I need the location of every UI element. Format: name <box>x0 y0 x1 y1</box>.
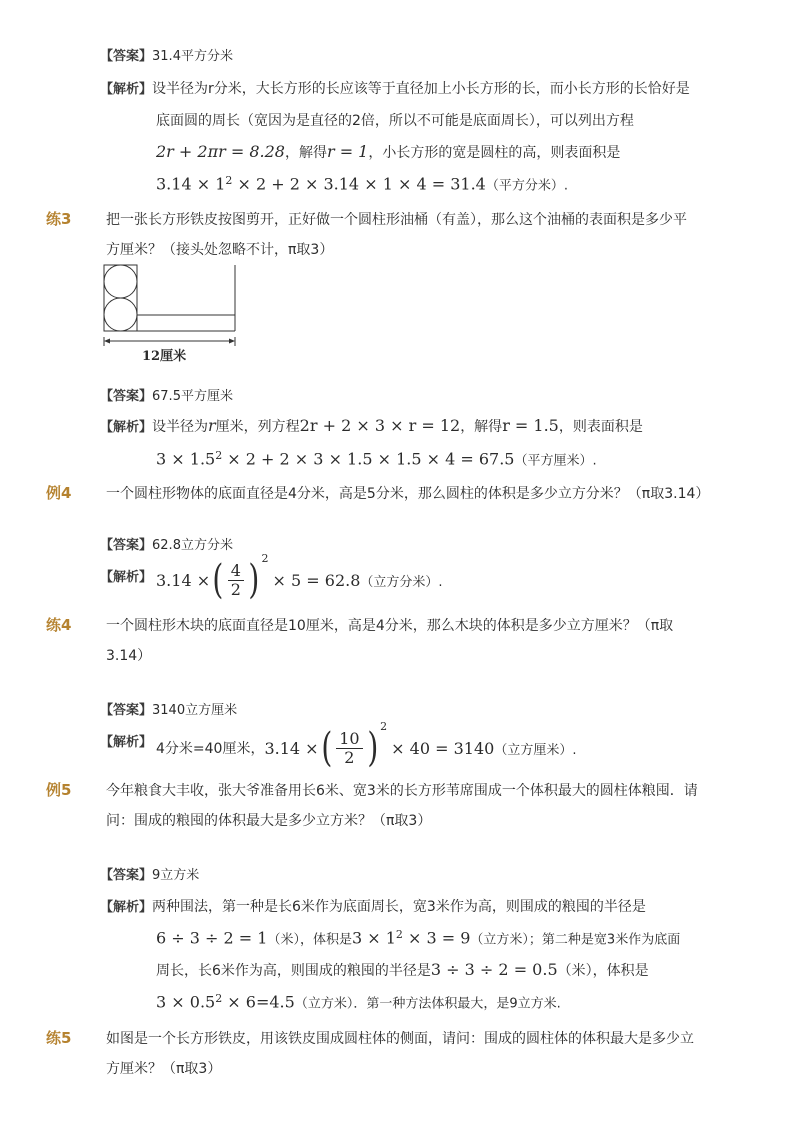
answer-tag: 【答案】 <box>100 389 153 404</box>
question-label: 例4 <box>46 484 72 502</box>
analysis-text: ，则表面积是 <box>558 419 643 435</box>
analysis-tag: 【解析】 <box>100 570 153 585</box>
question-label: 例5 <box>46 781 72 799</box>
equation: 3 × 0.5 <box>156 992 216 1012</box>
exponent: 2 <box>380 719 388 733</box>
fraction-numerator: 4 <box>228 562 244 581</box>
equation: r = 1.5 <box>502 416 559 435</box>
analysis-line <box>156 449 597 469</box>
question-text: 问：围成的粮囤的体积最大是多少立方米？（π取3） <box>106 813 432 829</box>
question-text: 一个圆柱形物体的底面直径是4分米，高是5分米，那么圆柱的体积是多少立方分米？（π取3.14） <box>106 486 710 502</box>
answer-tag: 【答案】 <box>100 703 153 718</box>
analysis-text: 设半径为 <box>152 419 209 435</box>
answer-tag: 【答案】 <box>100 538 153 553</box>
analysis-line <box>156 960 649 980</box>
unit-text: （平方厘米）. <box>514 453 597 469</box>
analysis-line <box>156 928 680 948</box>
analysis-tag: 【解析】 <box>100 420 153 435</box>
analysis-text: （米），体积是 <box>267 932 352 948</box>
equation: × 3 = 9 <box>402 928 471 948</box>
answer-value: 9立方米 <box>152 868 200 883</box>
analysis-line <box>156 174 568 194</box>
equation: 2r + 2πr = 8.28 <box>156 142 285 161</box>
answer-tag: 【答案】 <box>100 868 153 883</box>
fraction-denominator: 2 <box>230 579 241 599</box>
equation: × 2 + 2 × 3.14 × 1 × 4 = 31.4 <box>232 174 486 194</box>
exponent: 2 <box>261 551 269 565</box>
analysis-text: （立方米）．第一种方法体积最大，是9立方米. <box>294 996 561 1012</box>
analysis-line <box>156 992 561 1012</box>
exponent: 2 <box>215 449 223 462</box>
question-text: 方厘米？（接头处忽略不计，π取3） <box>106 242 334 258</box>
analysis-line <box>100 416 643 436</box>
analysis-tag: 【解析】 <box>100 82 153 97</box>
question-text: 把一张长方形铁皮按图剪开，正好做一个圆柱形油桶（有盖），那么这个油桶的表面积是多少平 <box>106 212 687 228</box>
answer-value: 31.4平方分米 <box>152 49 233 64</box>
unit-text: （立方分米）. <box>360 574 443 590</box>
question-label: 练5 <box>46 1029 72 1047</box>
analysis-tag: 【解析】 <box>100 735 153 750</box>
equation: 6 ÷ 3 ÷ 2 = 1 <box>156 928 268 948</box>
fraction <box>228 562 244 599</box>
analysis-formula: 3.14 × ( $\frac{4}{2}$ ) 2 × 5 = 62.8 （立方分米）. <box>156 551 443 603</box>
analysis-line: 底面圆的周长（宽因为是直径的2倍，所以不可能是底面周长），可以列出方程 <box>156 113 634 129</box>
answer-block-1 <box>100 45 233 64</box>
exponent: 2 <box>225 174 233 187</box>
exponent: 2 <box>395 928 403 941</box>
analysis-text: ，解得 <box>460 419 503 435</box>
answer-block-li4 <box>100 534 233 553</box>
question-text: 一个圆柱形木块的底面直径是10厘米，高是4分米，那么木块的体积是多少立方厘米？（π取 <box>106 618 674 634</box>
answer-tag: 【答案】 <box>100 49 153 64</box>
question-text: 方厘米？（π取3） <box>106 1061 222 1077</box>
analysis-text: ，解得 <box>284 145 327 161</box>
unit-text: （平方分米）. <box>485 178 568 194</box>
analysis-text: （立方米）；第二种是宽3米作为底面 <box>470 932 681 948</box>
analysis-line <box>100 78 690 98</box>
answer-value: 62.8立方分米 <box>152 538 233 553</box>
variable: r <box>208 416 216 435</box>
equation: 2r + 2 × 3 × r = 12 <box>299 416 461 435</box>
answer-block-lian3 <box>100 385 233 404</box>
question-text: 如图是一个长方形铁皮，用该铁皮围成圆柱体的侧面，请问：围成的圆柱体的体积最大是多少立 <box>106 1031 694 1047</box>
fraction-numerator: 10 <box>336 730 362 749</box>
equation: × 40 = 3140 <box>391 738 495 758</box>
analysis-text: 设半径为r分米，大长方形的长应该等于直径加上小长方形的长，而小长方形的长恰好是 <box>152 81 690 97</box>
figure-top-circle <box>104 265 137 298</box>
equation: 3.14 × 1 <box>156 174 226 194</box>
analysis-line <box>100 896 646 916</box>
question-text: 3.14） <box>106 648 152 664</box>
analysis-text: 4分米=40厘米， <box>156 741 265 757</box>
analysis-text: 厘米，列方程 <box>215 419 300 435</box>
question-label: 练4 <box>46 616 72 634</box>
equation: × 2 + 2 × 3 × 1.5 × 1.5 × 4 = 67.5 <box>222 449 515 469</box>
equation: × 5 = 62.8 <box>272 570 361 590</box>
figure-bottom-circle <box>104 298 137 331</box>
fraction-denominator: 2 <box>344 747 355 767</box>
question-label: 练3 <box>46 210 72 228</box>
analysis-text: ，小长方形的宽是圆柱的高，则表面积是 <box>368 145 621 161</box>
answer-value: 67.5平方厘米 <box>152 389 233 404</box>
analysis-text: 两种围法，第一种是长6米作为底面周长，宽3米作为高，则围成的粮囤的半径是 <box>152 899 646 915</box>
equation: 3.14 × <box>264 738 319 758</box>
exponent: 2 <box>215 992 223 1005</box>
analysis-text: 周长，长6米作为高，则围成的粮囤的半径是 <box>156 963 431 979</box>
analysis-text: （米），体积是 <box>557 963 649 979</box>
equation: 3.14 × <box>156 570 211 590</box>
figure-dimension-label: 12厘米 <box>142 349 187 364</box>
analysis-formula: 4分米=40厘米， 3.14 × ( $\frac{10}{2}$ ) 2 × 40 = 3140 （立方厘米）. <box>156 719 577 771</box>
equation: 3 × 1 <box>351 928 396 948</box>
answer-block-li5 <box>100 864 199 883</box>
equation: 3 ÷ 3 ÷ 2 = 0.5 <box>430 960 558 979</box>
equation: 3 × 1.5 <box>156 449 216 469</box>
question-text: 今年粮食大丰收，张大爷准备用长6米、宽3米的长方形苇席围成一个体积最大的圆柱体粮囤．请 <box>106 783 698 799</box>
equation: r = 1 <box>326 142 369 161</box>
answer-block-lian4 <box>100 699 237 718</box>
equation: × 6=4.5 <box>222 992 295 1012</box>
fraction <box>336 730 362 767</box>
answer-value: 3140立方厘米 <box>152 703 238 718</box>
unit-text: （立方厘米）. <box>494 742 577 758</box>
analysis-line <box>156 142 620 162</box>
analysis-tag: 【解析】 <box>100 900 153 915</box>
